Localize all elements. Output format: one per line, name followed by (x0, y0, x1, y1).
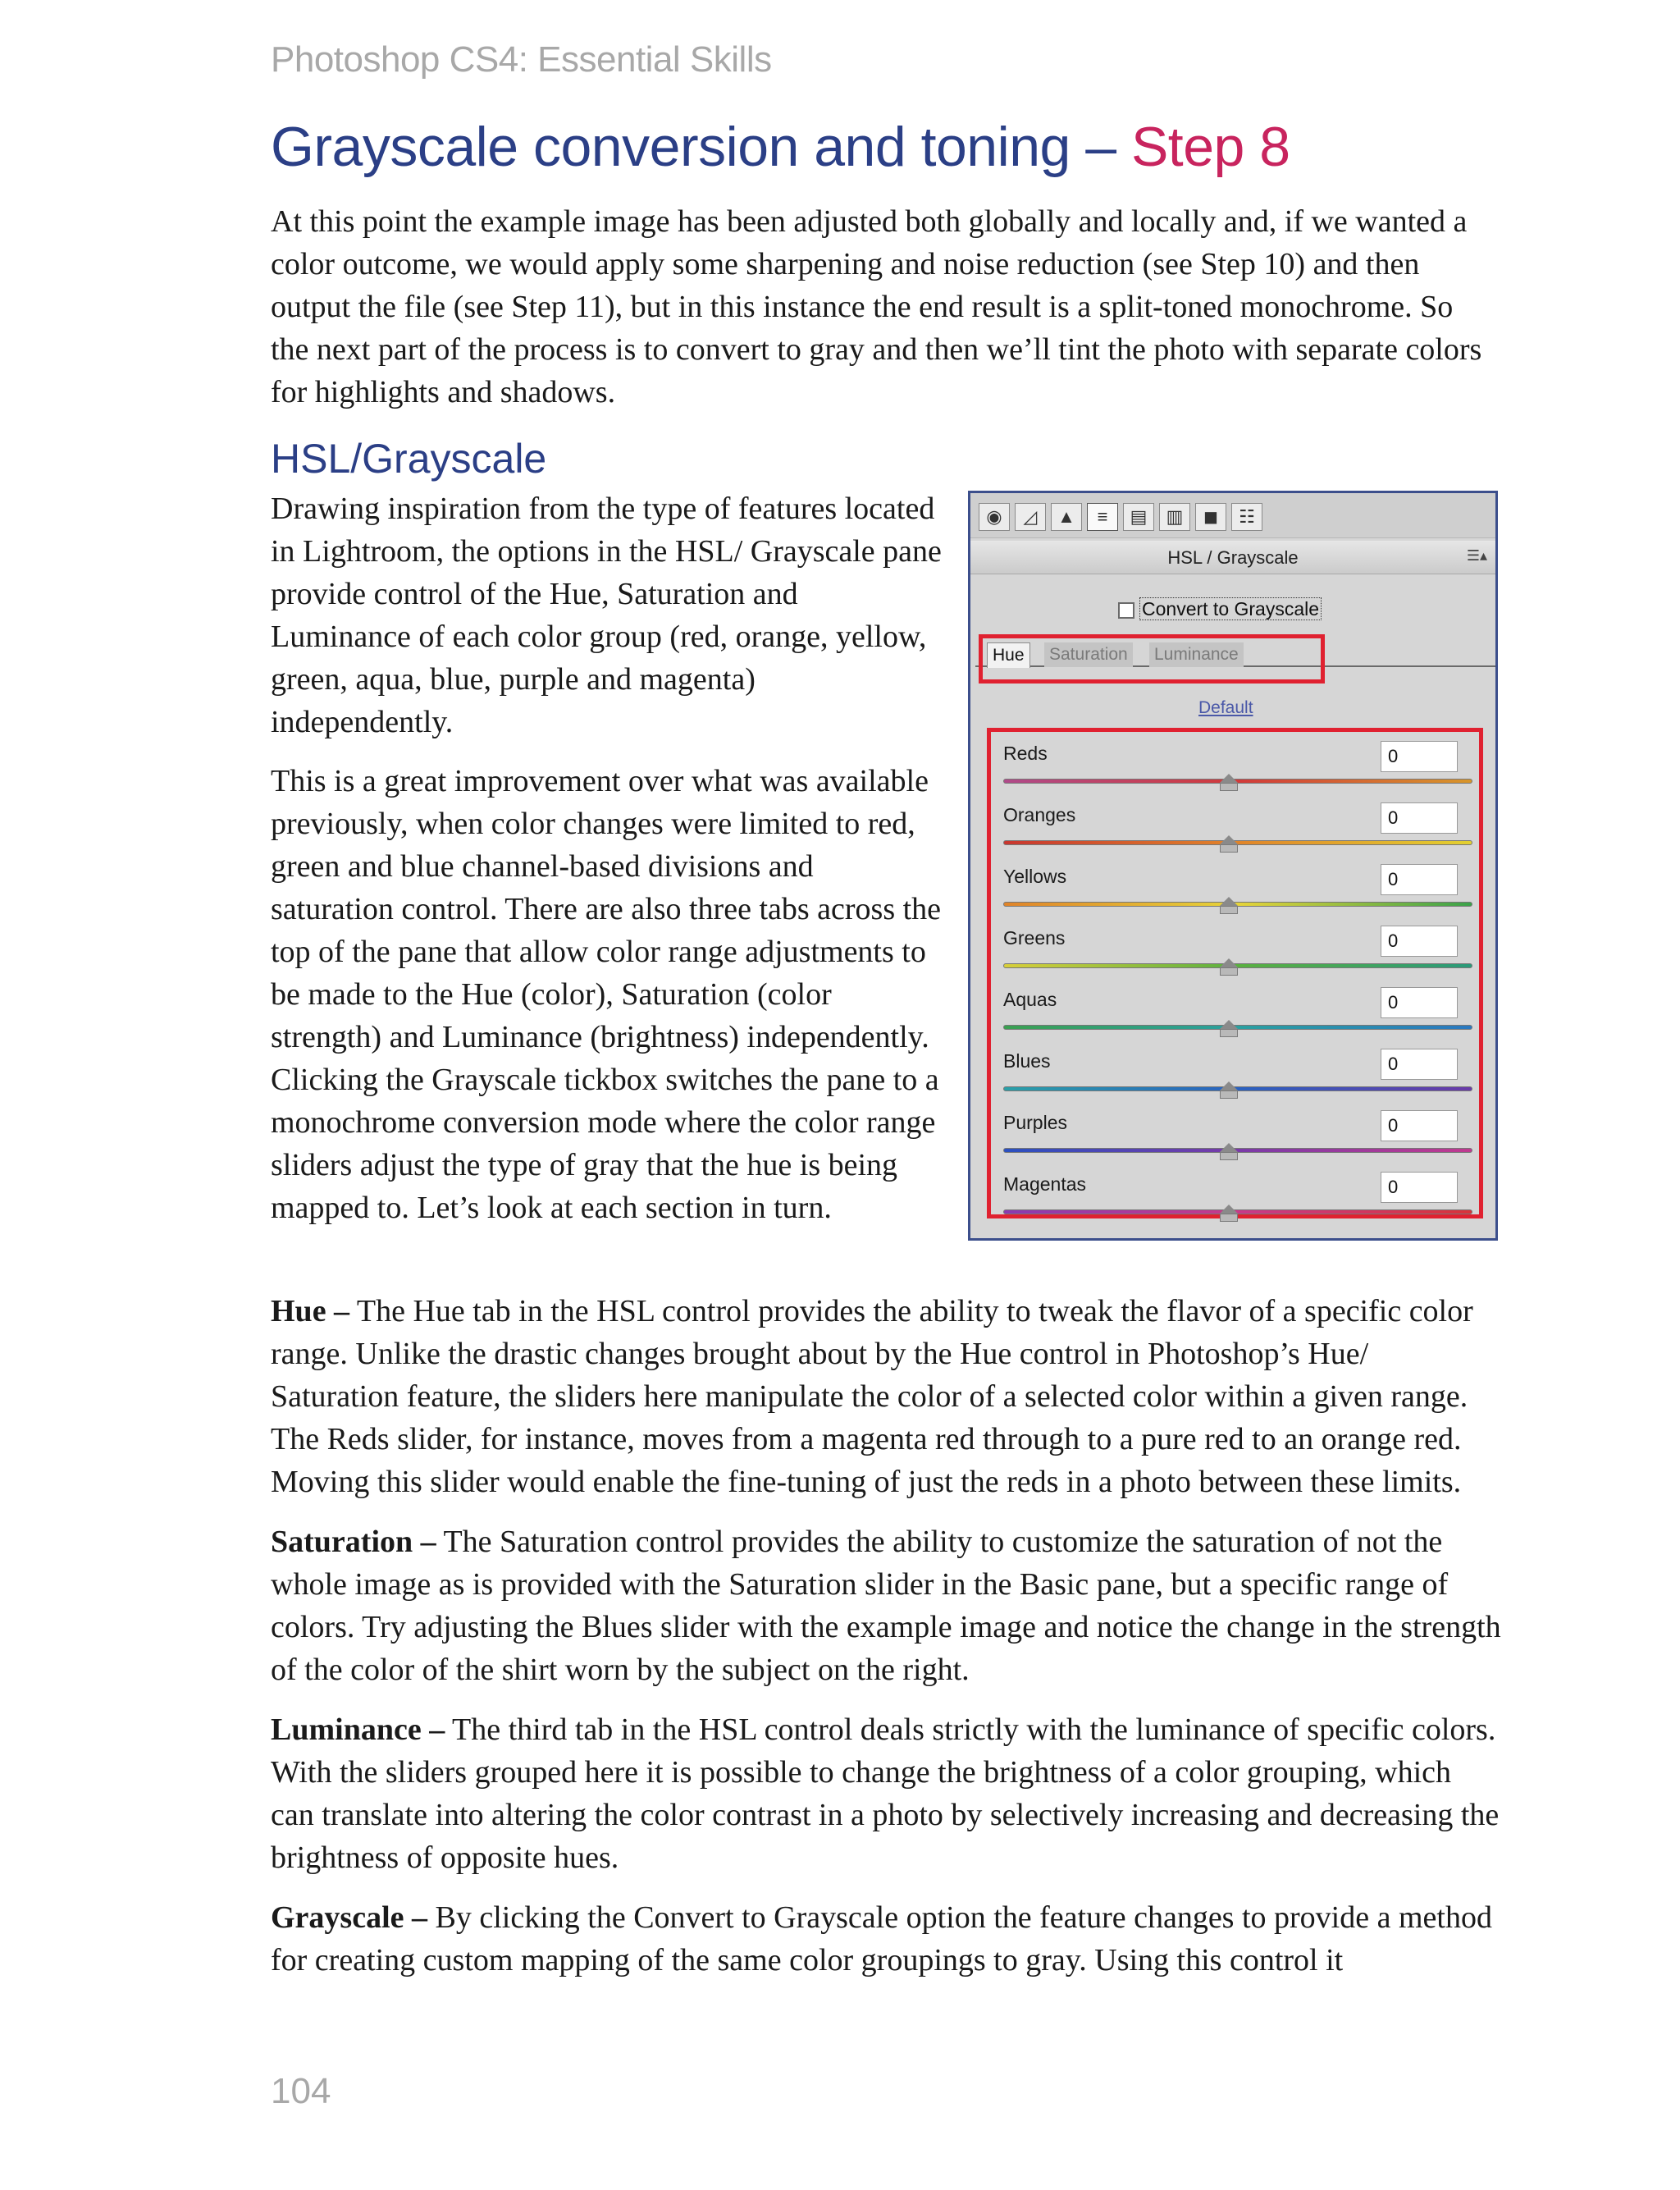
detail-term: Hue – (271, 1294, 350, 1328)
slider-thumb[interactable] (1220, 1205, 1238, 1214)
presets-icon[interactable]: ☷ (1231, 503, 1262, 531)
slider-reds (1003, 741, 1472, 802)
slider-thumb[interactable] (1220, 897, 1238, 906)
slider-label: Yellows (1003, 866, 1067, 887)
tab-hue[interactable]: Hue (987, 642, 1030, 668)
detail-term: Luminance – (271, 1712, 445, 1747)
convert-to-grayscale-label[interactable]: Convert to Grayscale (1139, 597, 1322, 620)
detail-text: The Saturation control provides the ability to customize the saturation of not the whole image as is provided with the Saturation slider in the Basic pane, but a specific range of colors. Try adjusting the Blues slider with the example image and notice the change in the strength of the color of the shirt worn by the subject on the right. (271, 1525, 1501, 1687)
slider-track[interactable] (1003, 840, 1472, 845)
slider-magentas (1003, 1172, 1472, 1232)
slider-value-field[interactable]: 0 (1381, 1049, 1458, 1080)
aperture-icon[interactable]: ◉ (979, 503, 1010, 531)
slider-purples (1003, 1110, 1472, 1171)
page-title (271, 115, 1290, 179)
slider-value-field[interactable]: 0 (1381, 741, 1458, 772)
slider-label: Oranges (1003, 804, 1076, 825)
film-icon[interactable]: ▥ (1159, 503, 1190, 531)
slider-label: Aquas (1003, 989, 1057, 1010)
slider-value-field[interactable]: 0 (1381, 1172, 1458, 1203)
slider-thumb[interactable] (1220, 958, 1238, 967)
slider-label: Reds (1003, 743, 1048, 764)
page-number: 104 (271, 2071, 331, 2111)
slider-yellows (1003, 864, 1472, 925)
checkbox-icon[interactable] (1118, 602, 1134, 619)
detail-luminance (271, 1708, 1501, 1879)
detail-text: By clicking the Convert to Grayscale option the feature changes to provide a method for creating custom mapping of the same color groupings to gray. Using this control it (271, 1900, 1492, 1977)
slider-track[interactable] (1003, 902, 1472, 907)
slider-aquas (1003, 987, 1472, 1048)
convert-to-grayscale-checkbox[interactable] (1118, 598, 1322, 620)
detail-text: The third tab in the HSL control deals strictly with the luminance of specific colors. With the sliders grouped here it is possible to change the brightness of a color grouping, which can translate into altering the color contrast in a photo by selectively increasing and decreasing the brightness of opposite hues. (271, 1712, 1500, 1875)
slider-value-field[interactable]: 0 (1381, 1110, 1458, 1141)
peaks-icon[interactable]: ▲ (1051, 503, 1082, 531)
slider-label: Magentas (1003, 1173, 1087, 1195)
slider-label: Blues (1003, 1050, 1051, 1072)
camera-icon[interactable]: ◼ (1195, 503, 1226, 531)
slider-blues (1003, 1049, 1472, 1109)
pane-menu-icon[interactable]: ☰▴ (1466, 547, 1487, 564)
slider-track[interactable] (1003, 1086, 1472, 1091)
panel-toolbar (970, 493, 1495, 538)
slider-track[interactable] (1003, 1209, 1472, 1214)
slider-label: Purples (1003, 1112, 1067, 1133)
slider-thumb[interactable] (1220, 1020, 1238, 1029)
title-step: Step 8 (1130, 116, 1290, 178)
detail-term: Saturation – (271, 1525, 436, 1559)
pane-title: HSL / Grayscale (1167, 547, 1299, 568)
section-body (271, 487, 943, 1229)
slider-greens (1003, 926, 1472, 986)
section-paragraph-1: Drawing inspiration from the type of features located in Lightroom, the options in the HSL/ Grayscale pane provide control of the Hue, Saturation and Luminance of each color group (red, orange, yellow, green, aqua, blue, purple and magenta) independently. (271, 491, 942, 739)
slider-value-field[interactable]: 0 (1381, 926, 1458, 957)
detail-term: Grayscale – (271, 1900, 428, 1935)
split-icon[interactable]: ▤ (1123, 503, 1154, 531)
detail-text: The Hue tab in the HSL control provides the ability to tweak the flavor of a specific color range. Unlike the drastic changes brought about by the Hue control in Photoshop’s Hue/ Saturation feature, the sliders here manipulate the color of a selected color within a given range. The Reds slider, for instance, moves from a magenta red through to a pure red to an orange red. Moving this slider would enable the fine-tuning of just the reds in a photo between these limits. (271, 1294, 1473, 1499)
tabs-highlight-box (979, 634, 1325, 684)
default-link[interactable]: Default (1198, 698, 1253, 717)
slider-value-field[interactable]: 0 (1381, 802, 1458, 834)
details-section (271, 1290, 1501, 1999)
hsl-grayscale-panel (968, 491, 1498, 1241)
slider-thumb[interactable] (1220, 1081, 1238, 1090)
lines-icon[interactable]: ≡ (1087, 503, 1118, 531)
slider-value-field[interactable]: 0 (1381, 864, 1458, 895)
slider-thumb[interactable] (1220, 835, 1238, 844)
detail-hue (271, 1290, 1501, 1503)
slider-track[interactable] (1003, 963, 1472, 968)
curves-icon[interactable]: ◿ (1015, 503, 1046, 531)
section-paragraph-2: This is a great improvement over what was available previously, when color changes were limited to red, green and blue channel-based divisions and saturation control. There are also three tabs across the top of the pane that allow color range adjustments to be made to the Hue (color), Saturation (color strength) and Luminance (brightness) independently. Clicking the Grayscale tickbox switches the pane to a monochrome conversion mode where the color range sliders adjust the type of gray that the hue is being mapped to. Let’s look at each section in turn. (271, 764, 942, 1225)
slider-label: Greens (1003, 927, 1066, 949)
intro-paragraph: At this point the example image has been adjusted both globally and locally and, if we wanted a color outcome, we would apply some sharpening and noise reduction (see Step 10) and then output the file (see Step 11), but in this instance the end result is a split-toned monochrome. So the next part of the process is to convert to gray and then we’ll tint the photo with separate colors for highlights and shadows. (271, 204, 1482, 409)
detail-grayscale (271, 1896, 1501, 1982)
pane-title-bar (970, 541, 1495, 574)
slider-oranges (1003, 802, 1472, 863)
tab-saturation[interactable]: Saturation (1044, 642, 1133, 667)
detail-saturation (271, 1520, 1501, 1691)
slider-track[interactable] (1003, 1025, 1472, 1030)
slider-track[interactable] (1003, 1148, 1472, 1153)
slider-value-field[interactable]: 0 (1381, 987, 1458, 1018)
running-head: Photoshop CS4: Essential Skills (271, 39, 772, 80)
title-main: Grayscale conversion and toning – (271, 116, 1131, 178)
slider-track[interactable] (1003, 779, 1472, 784)
slider-thumb[interactable] (1220, 774, 1238, 783)
slider-thumb[interactable] (1220, 1143, 1238, 1152)
section-heading: HSL/Grayscale (271, 436, 547, 482)
tab-luminance[interactable]: Luminance (1149, 642, 1244, 667)
